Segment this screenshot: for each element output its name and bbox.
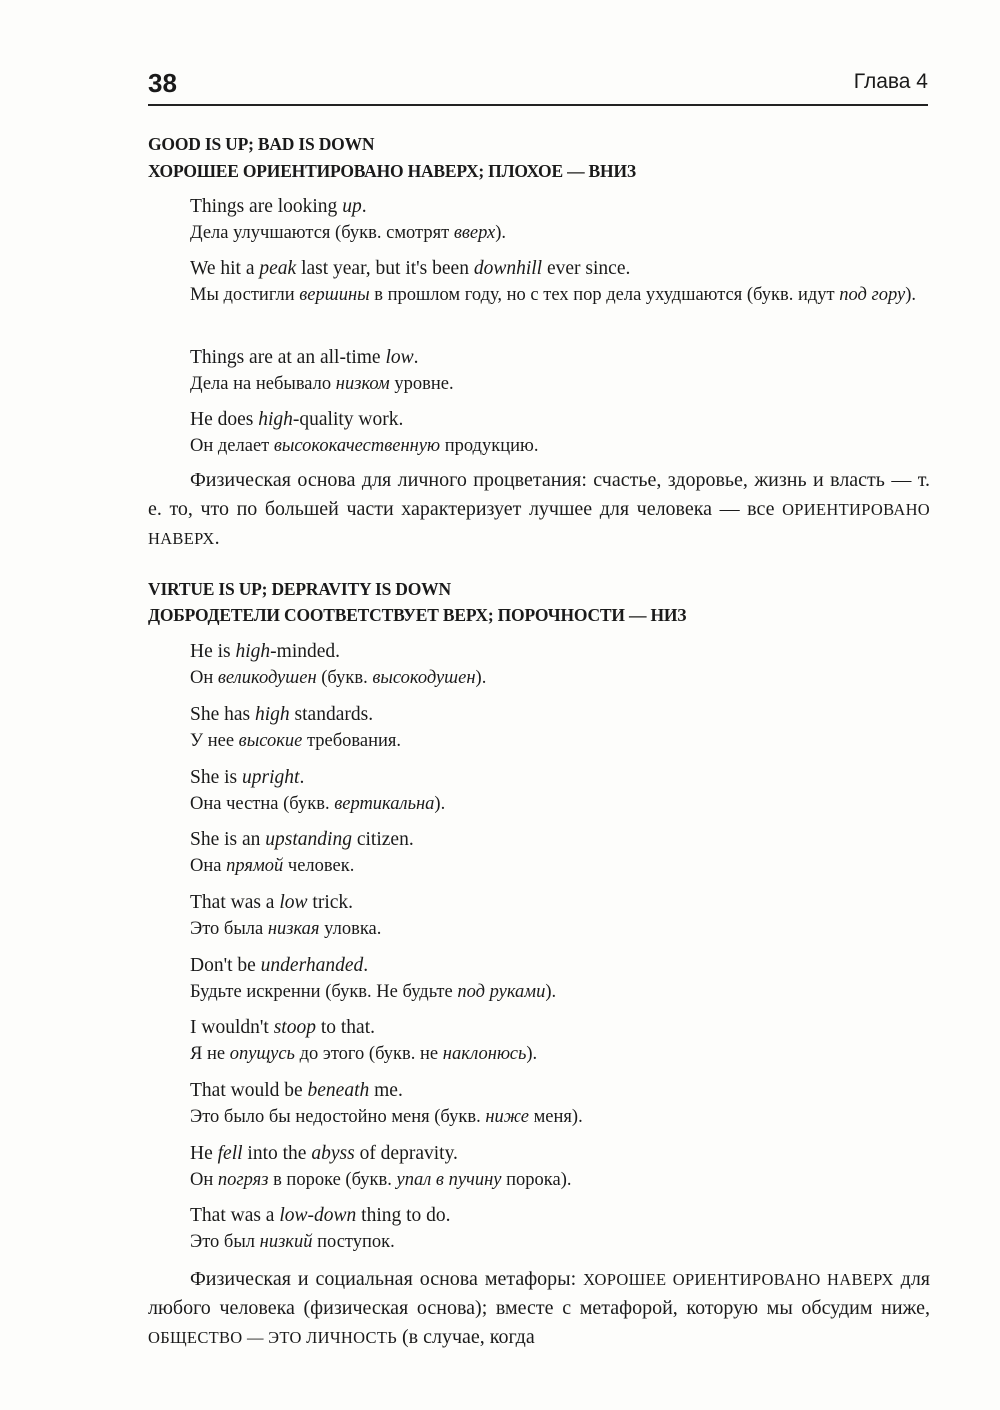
page-header (148, 68, 928, 106)
example-en: She is an upstanding citizen. (190, 829, 414, 850)
example-ru: Он великодушен (букв. высокодушен). (190, 668, 487, 688)
example (190, 1078, 583, 1130)
example (190, 953, 556, 1005)
example (190, 256, 930, 308)
example-ru: Это было бы недостойно меня (букв. ниже меня). (190, 1107, 583, 1127)
example (190, 890, 381, 942)
example-en: That was a low-down thing to do. (190, 1205, 451, 1226)
example-ru: Это был низкий поступок. (190, 1232, 395, 1252)
example-ru: Это была низкая уловка. (190, 919, 382, 939)
example-en: I wouldn't stoop to that. (190, 1017, 375, 1038)
example-en: She is upright. (190, 767, 305, 788)
example (190, 827, 414, 879)
example-ru: Она прямой человек. (190, 856, 355, 876)
example (190, 345, 454, 397)
example (190, 765, 445, 817)
page-number: 38 (148, 68, 177, 98)
example-en: Don't be underhanded. (190, 955, 369, 976)
body-paragraph: Физическая и социальная основа метафоры: ХОРОШЕЕ ОРИЕНТИРОВАНО НАВЕРХ для любого человека (физическая основа); вместе с метафорой, которую мы обсудим ниже, ОБЩЕСТВО — ЭТО ЛИЧНОСТЬ (в случае, когда (148, 1268, 931, 1348)
example-en: That was a low trick. (190, 892, 354, 913)
section1-heading-en: GOOD IS UP; BAD IS DOWN (148, 134, 375, 154)
example-en: Things are at an all-time low. (190, 347, 419, 368)
example (190, 702, 401, 754)
example-ru: Он делает высококачественную продукцию. (190, 436, 539, 456)
example (190, 1141, 572, 1193)
example-ru: Она честна (букв. вертикальна). (190, 794, 446, 814)
section2-heading-ru: ДОБРОДЕТЕЛИ СООТВЕТСТВУЕТ ВЕРХ; ПОРОЧНОСТИ — НИЗ (148, 605, 687, 625)
example-ru: Будьте искренни (букв. Не будьте под руками). (190, 982, 557, 1002)
example (190, 639, 486, 691)
section2-heading-en: VIRTUE IS UP; DEPRAVITY IS DOWN (148, 579, 451, 599)
example-en: That would be beneath me. (190, 1080, 403, 1101)
example-ru: Он погряз в пороке (букв. упал в пучину порока). (190, 1170, 572, 1190)
chapter-title: Глава 4 (853, 70, 928, 93)
example-ru: Дела на небывало низком уровне. (190, 374, 454, 394)
example-ru: Я не опущусь до этого (букв. не наклонюсь). (190, 1044, 538, 1064)
example-en: She has high standards. (190, 704, 374, 725)
example (190, 1015, 537, 1067)
example-ru: У нее высокие требования. (190, 731, 402, 751)
example-ru: Мы достигли вершины в прошлом году, но с тех пор дела ухудшаются (букв. идут под гору). (190, 285, 916, 305)
body-paragraph: Физическая основа для личного процветания: счастье, здоровье, жизнь и власть — т. е. то, что по большей части характеризует лучшее для человека — все ОРИЕНТИРОВАНО НАВЕРХ. (148, 469, 930, 549)
example-en: He fell into the abyss of depravity. (190, 1143, 458, 1164)
example-en: Things are looking up. (190, 196, 367, 217)
section1-heading-ru: ХОРОШЕЕ ОРИЕНТИРОВАНО НАВЕРХ; ПЛОХОЕ — ВНИЗ (148, 161, 636, 181)
example-ru: Дела улучшаются (букв. смотрят вверх). (190, 223, 507, 243)
example (190, 1203, 451, 1255)
example (190, 194, 506, 246)
example-en: He does high-quality work. (190, 409, 404, 430)
example-en: We hit a peak last year, but it's been downhill ever since. (190, 258, 631, 279)
example (190, 407, 538, 459)
example-en: He is high-minded. (190, 641, 341, 662)
